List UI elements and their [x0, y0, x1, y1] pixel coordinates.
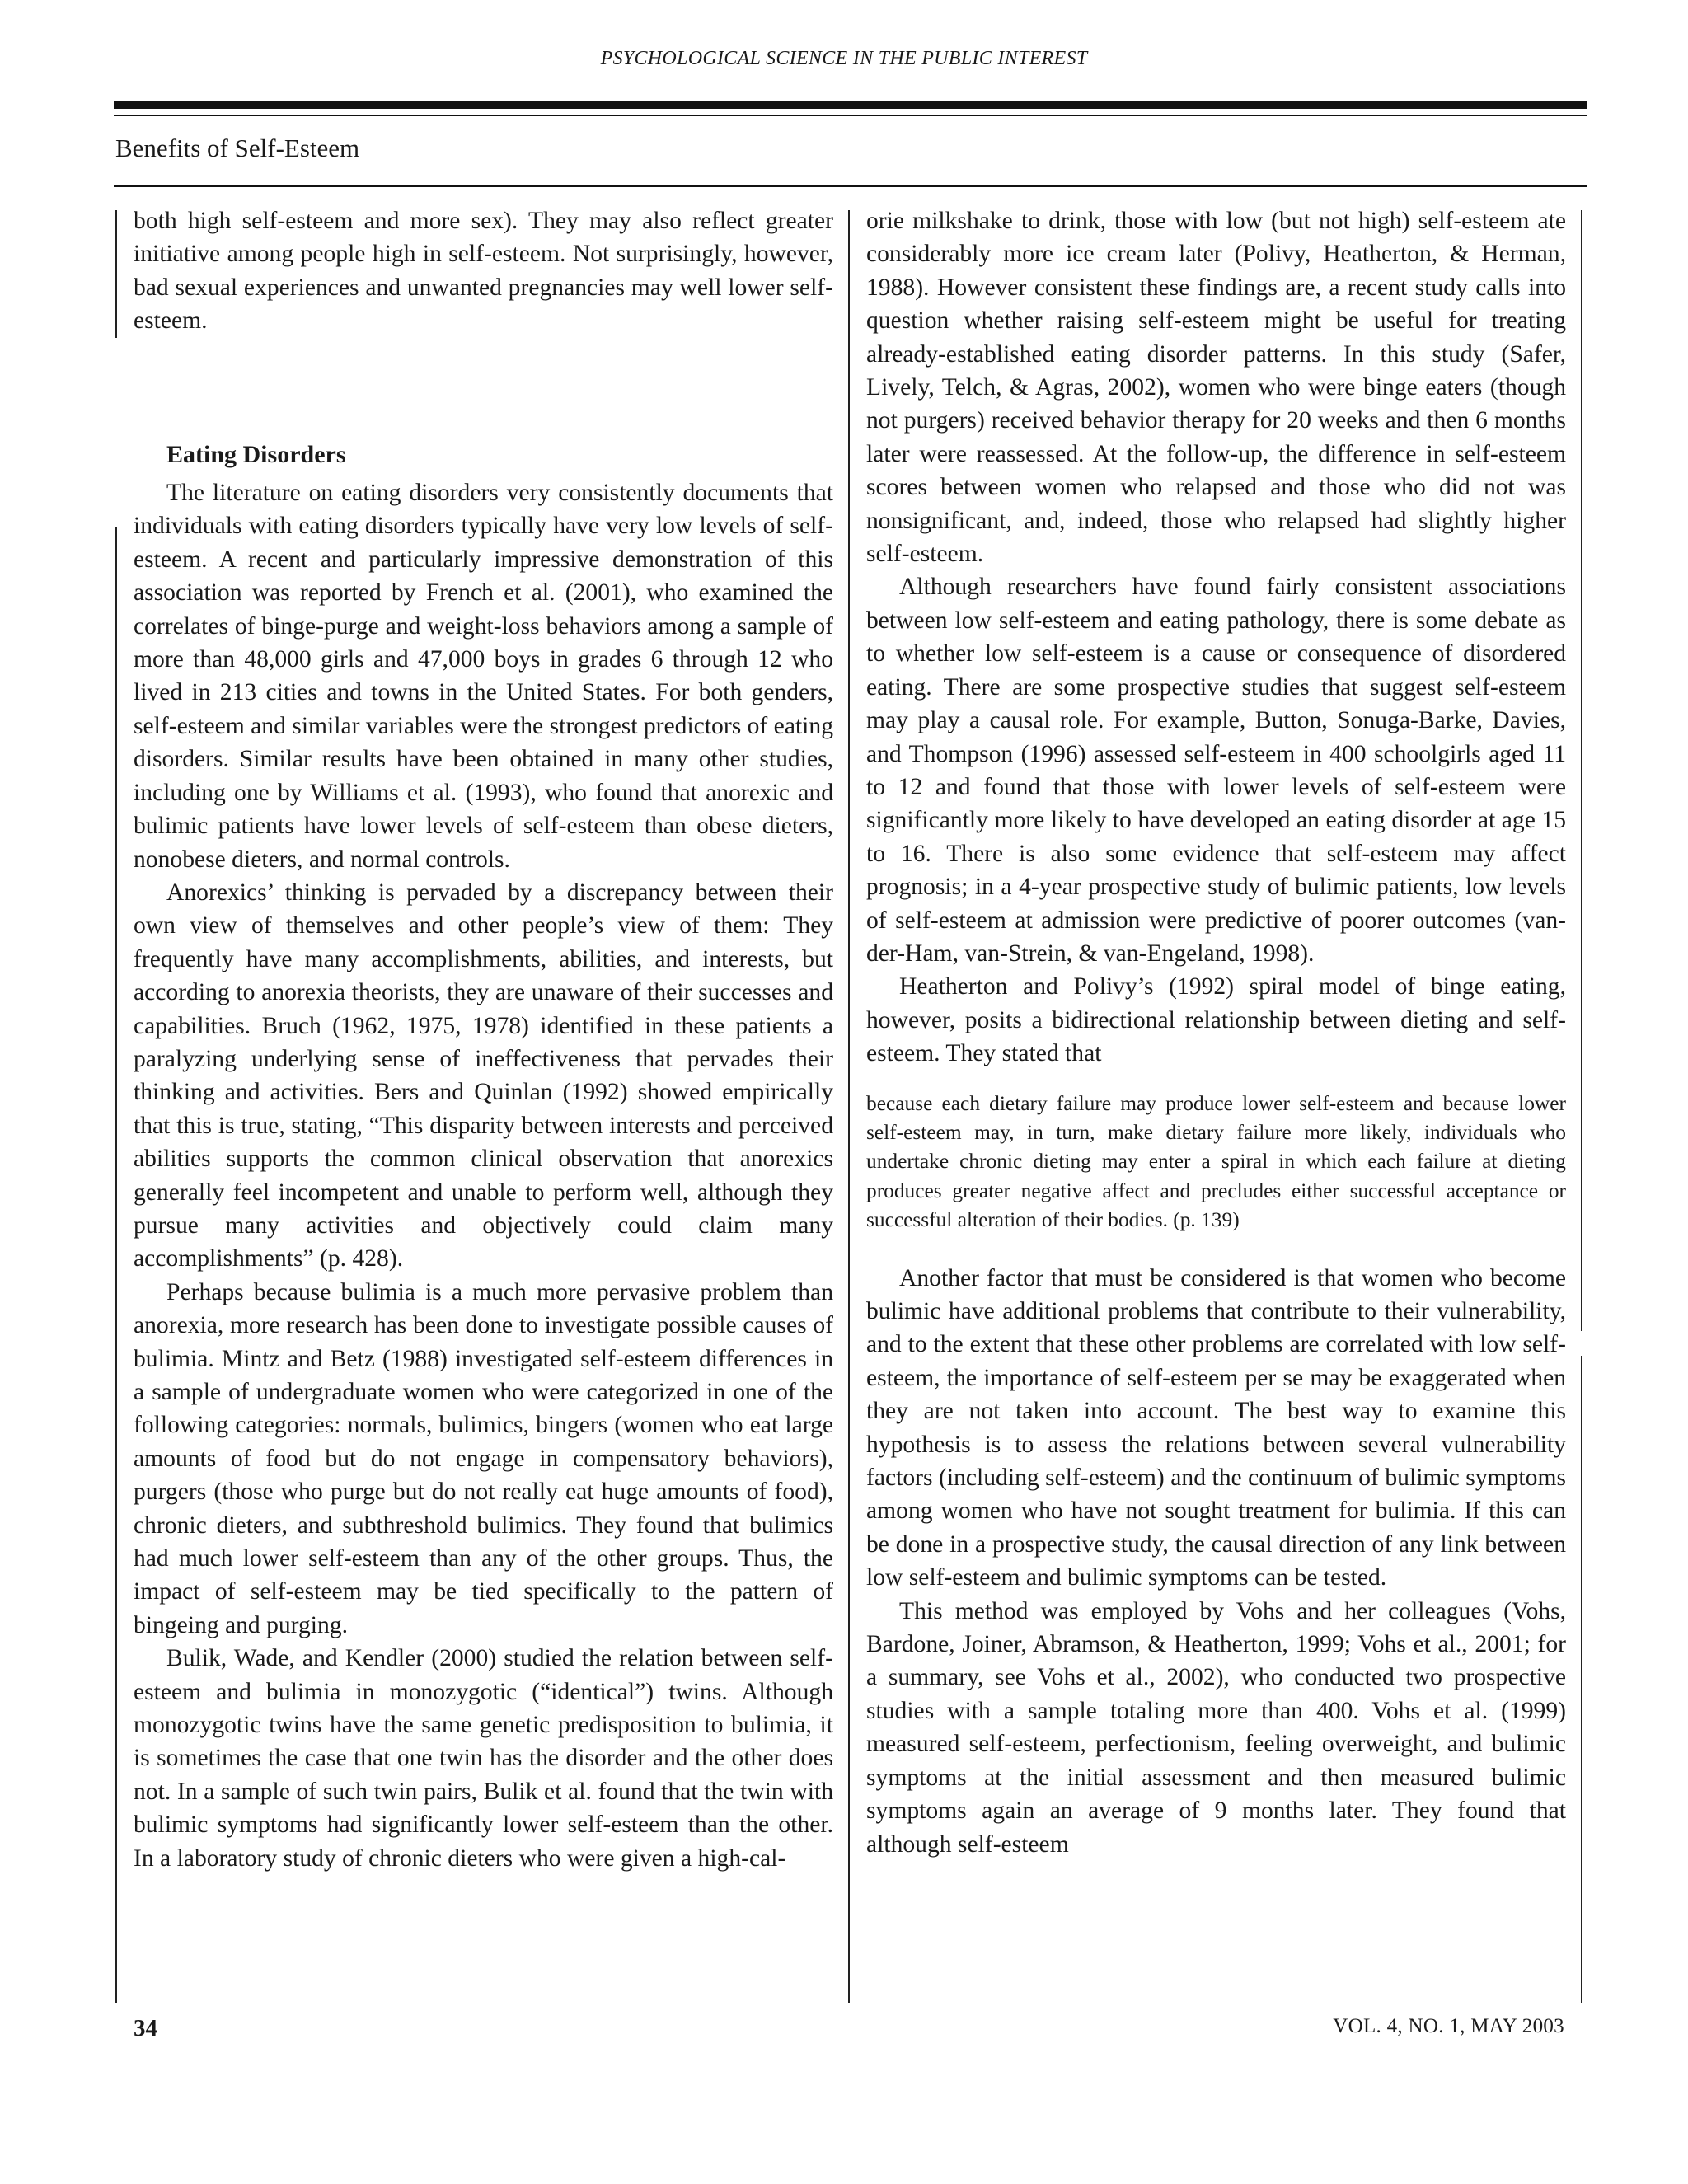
header-rule-thick [114, 101, 1587, 109]
title-rule [114, 185, 1587, 187]
paragraph: Bulik, Wade, and Kendler (2000) studied the relation between self-esteem and bulimia in monozygotic (“identical”) twins. Although monozygotic twins have the same genetic predisposition to bulimia, it is sometimes the case that one twin has the disorder and the other does not. In a sample of such twin pairs, Bulik et al. found that the twin with bulimic symptoms had significantly lower self-esteem than the other. In a laboratory study of chronic dieters who were given a high-cal- [134, 1645, 833, 1872]
left-column-border [115, 210, 117, 338]
right-column [866, 204, 1566, 1861]
paragraph: Anorexics’ thinking is pervaded by a discrepancy between their own view of themselves and other people’s view of them: They frequently have many accomplishments, abilities, and interests, but according to anorexia theorists, they are unaware of their successes and capabilities. Bruch (1962, 1975, 1978) identified in these patients a paralyzing underlying sense of ineffectiveness that pervades their thinking and activities. Bers and Quinlan (1992) showed empirically that this is true, stating, “This disparity between interests and perceived abilities supports the common clinical observation that anorexics generally feel incompetent and unable to perform well, although they pursue many activities and objectively could claim many accomplishments” (p. 428). [134, 879, 833, 1272]
paragraph: Perhaps because bulimia is a much more pervasive problem than anorexia, more research has been done to investigate possible causes of bulimia. Mintz and Betz (1988) investigated self-esteem differences in a sample of undergraduate women who were categorized in one of the following categories: normals, bulimics, bingers (women who eat large amounts of food but do not engage in compensatory behaviors), purgers (those who purge but do not really eat huge amounts of food), chronic dieters, and subthreshold bulimics. They found that bulimics had much lower self-esteem than any of the other groups. Thus, the impact of self-esteem may be tied specifically to the pattern of bingeing and purging. [134, 1278, 833, 1638]
paragraph: Heatherton and Polivy’s (1992) spiral model of binge eating, however, posits a bidirectional relationship between dieting and self-esteem. They stated that [866, 973, 1566, 1067]
paragraph: Another factor that must be considered is that women who become bulimic have additional problems that contribute to their vulnerability, and to the extent that these other problems are correlated with low self-esteem, the importance of self-esteem per se may be exaggerated when they are not taken into account. The best way to examine this hypothesis is to assess the relations between several vulnerability factors (including self-esteem) and the continuum of bulimic symptoms among women who have not sought treatment for bulimia. If this can be done in a prospective study, the causal direction of any link between low self-esteem and bulimic symptoms can be tested. [866, 1264, 1566, 1591]
paragraph: This method was employed by Vohs and her colleagues (Vohs, Bardone, Joiner, Abramson, & Heatherton, 1999; Vohs et al., 2001; for a summary, see Vohs et al., 2002), who conducted two prospective studies with a sample totaling more than 400. Vohs et al. (1999) measured self-esteem, perfectionism, feeling overweight, and bulimic symptoms at the initial assessment and then measured bulimic symptoms again an average of 9 months later. They found that although self-esteem [866, 1597, 1566, 1858]
left-column-border-lower [115, 527, 117, 2003]
paragraph: orie milkshake to drink, those with low (but not high) self-esteem ate considerably more ice cream later (Polivy, Heatherton, & Herman, 1988). However consistent these findings are, a recent study calls into question whether raising self-esteem might be useful for treating already-established eating disorder patterns. In this study (Safer, Lively, Telch, & Agras, 2002), women who were binge eaters (though not purgers) received behavior therapy for 20 weeks and then 6 months later were reassessed. At the follow-up, the difference in self-esteem scores between women who relapsed and those who did not was nonsignificant, and, indeed, those who relapsed had slightly higher self-esteem. [866, 208, 1566, 568]
right-column-border-lower [1581, 1356, 1582, 2003]
right-column-border [1581, 210, 1582, 1331]
paragraph: Although researchers have found fairly consistent associations between low self-esteem and eating pathology, there is some debate as to whether low self-esteem is a cause or consequence of disordered eating. There are some prospective studies that suggest self-esteem may play a causal role. For example, Button, Sonuga-Barke, Davies, and Thompson (1996) assessed self-esteem in 400 schoolgirls aged 11 to 12 and found that those with lower levels of self-esteem were significantly more likely to have developed an eating disorder at age 15 to 16. There is also some evidence that self-esteem may affect prognosis; in a 4-year prospective study of bulimic patients, low levels of self-esteem at admission were predictive of poorer outcomes (van-der-Ham, van-Strein, & van-Engeland, 1998). [866, 574, 1566, 967]
journal-header: PSYCHOLOGICAL SCIENCE IN THE PUBLIC INTEREST [600, 48, 1088, 69]
section-heading: Eating Disorders [166, 440, 346, 468]
left-column [134, 204, 833, 1875]
running-title: Benefits of Self-Esteem [115, 134, 360, 162]
column-divider [848, 210, 850, 2003]
page-number: 34 [134, 2015, 157, 2041]
header-rule-thin [114, 115, 1587, 116]
volume-info: VOL. 4, NO. 1, MAY 2003 [1333, 2015, 1564, 2037]
paragraph: both high self-esteem and more sex). They may also reflect greater initiative among people high in self-esteem. Not surprisingly, however, bad sexual experiences and unwanted pregnancies may well lower self-esteem. [134, 208, 833, 335]
paragraph: The literature on eating disorders very consistently documents that individuals with eating disorders typically have very low levels of self-esteem. A recent and particularly impressive demonstration of this association was reported by French et al. (2001), who examined the correlates of binge-purge and weight-loss behaviors among a sample of more than 48,000 girls and 47,000 boys in grades 6 through 12 who lived in 213 cities and towns in the United States. For both genders, self-esteem and similar variables were the strongest predictors of eating disorders. Similar results have been obtained in many other studies, including one by Williams et al. (1993), who found that anorexic and bulimic patients have lower levels of self-esteem than obese dieters, nonobese dieters, and normal controls. [134, 480, 833, 873]
block-quote: because each dietary failure may produce lower self-esteem and because lower self-esteem may, in turn, make dietary failure more likely, individuals who undertake chronic dieting may enter a spiral in which each failure at dieting produces greater negative affect and precludes either successful acceptance or successful alteration of their bodies. (p. 139) [866, 1091, 1566, 1232]
